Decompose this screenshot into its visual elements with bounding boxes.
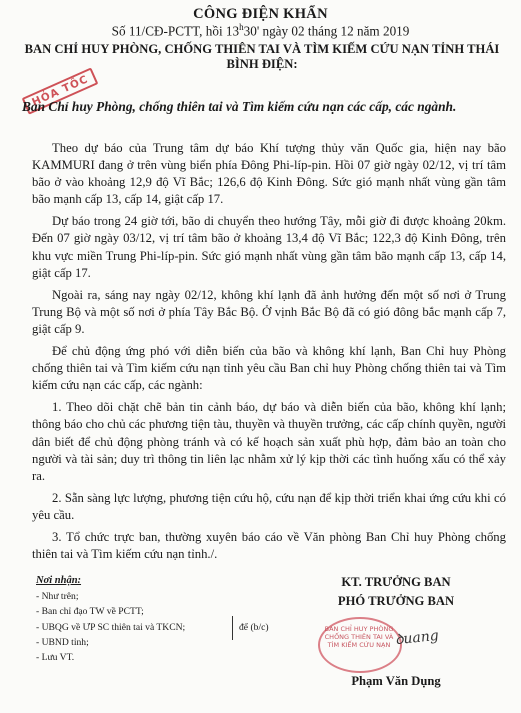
paragraph: 2. Sẵn sàng lực lượng, phương tiện cứu hộ, cứu nạn để kịp thời triển khai ứng cứu khi có yêu cầu. — [32, 490, 506, 522]
paragraph: Ngoài ra, sáng nay ngày 02/12, không khí lạnh đã ảnh hưởng đến một số nơi ở Trung Trung Bộ và một số nơi ở phía Tây Bắc Bộ. Ở vịnh Bắc Bộ đã có gió đông bắc mạnh cấp 7, giật cấp 9. — [32, 287, 506, 336]
seal-text: BAN CHỈ HUY PHÒNG CHỐNG THIÊN TAI VÀ TÌM KIẾM CỨU NẠN — [324, 625, 394, 649]
signature-line-2: PHÓ TRƯỞNG BAN — [337, 594, 455, 608]
paragraph: Để chủ động ứng phó với diễn biến của bão và không khí lạnh, Ban Chỉ huy Phòng chống thiên tai và Tìm kiếm cứu nạn tỉnh yêu cầu Ban chỉ huy Phòng chống thiên tai và Tìm kiếm cứu nạn các cấp, các ngành: — [32, 344, 506, 393]
recipient-item: - Như trên; — [36, 591, 79, 603]
signer-name: Phạm Văn Dụng — [351, 674, 441, 688]
urgent-stamp: HỎA TỐC — [22, 67, 99, 114]
recipients-block — [36, 573, 276, 665]
document-body — [32, 140, 506, 568]
doc-time-sup: h — [239, 22, 244, 32]
paragraph: Theo dự báo của Trung tâm dự báo Khí tượng thủy văn Quốc gia, hiện nay bão KAMMURI đang ở trên vùng biển phía Đông Phi-líp-pin. Hồi 07 giờ ngày 02/12, vị trí tâm bão ở vào khoảng 12,9 độ Vĩ Bắc; 126,6 độ Kinh Đông. Sức gió mạnh nhất vùng gần tâm bão mạnh cấp 13, cấp 14, giật cấp 17. — [32, 141, 506, 207]
document-number — [0, 22, 521, 39]
signature-line-1: KT. TRƯỞNG BAN — [341, 575, 451, 589]
handwritten-signature: ꝺuang — [394, 627, 440, 649]
sender-heading: BAN CHỈ HUY PHÒNG, CHỐNG THIÊN TAI VÀ TÌM KIẾM CỨU NẠN TỈNH THÁI BÌNH ĐIỆN: — [24, 42, 500, 71]
recipient-item: - Lưu VT. — [36, 652, 75, 664]
paragraph: 1. Theo dõi chặt chẽ bản tin cảnh báo, dự báo và diễn biến của bão, không khí lạnh; thông báo cho chủ các phương tiện tàu, thuyền và thuyền trưởng, các cấp chính quyền, người dân biết để chủ động phòng tránh và có kế hoạch sản xuất phù hợp, đảm bảo an toàn cho người và tài sản; duy trì thông tin liên lạc nhằm xử lý kịp thời các tình huống xấu có thể xảy ra. — [32, 400, 506, 483]
paragraph: 3. Tổ chức trực ban, thường xuyên báo cáo về Văn phòng Ban Chỉ huy Phòng chống thiên tai và Tìm kiếm cứu nạn tỉnh./. — [32, 529, 506, 562]
recipients-note: để (b/c) — [232, 616, 269, 640]
recipient-item: - Ban chỉ đạo TW về PCTT; — [36, 606, 144, 618]
paragraph: Dự báo trong 24 giờ tới, bão di chuyển theo hướng Tây, mỗi giờ đi được khoảng 20km. Đến 07 giờ ngày 03/12, vị trí tâm bão ở khoảng 13,4 độ Vĩ Bắc; 122,3 độ Kinh Đông, trên khu vực miền Trung Phi-líp-pin. Sức gió mạnh nhất vùng gần tâm bão mạnh cấp 13, cấp 14, giật cấp 17. — [32, 214, 506, 280]
doc-number-text: Số 11/CĐ-PCTT, hồi 13 — [111, 23, 240, 39]
document-title: CÔNG ĐIỆN KHẨN — [193, 6, 328, 22]
doc-time-rest: 30' ngày 02 tháng 12 năm 2019 — [243, 23, 410, 39]
recipient-item: - UBND tỉnh; — [36, 636, 89, 648]
recipients-heading: Nơi nhận: — [36, 575, 82, 586]
signature-title — [296, 573, 496, 611]
recipient-item: - UBQG về ƯP SC thiên tai và TKCN; — [36, 621, 186, 633]
recipient-line: Ban Chỉ huy Phòng, chống thiên tai và Tìm kiếm cứu nạn các cấp, các ngành. — [22, 99, 457, 114]
